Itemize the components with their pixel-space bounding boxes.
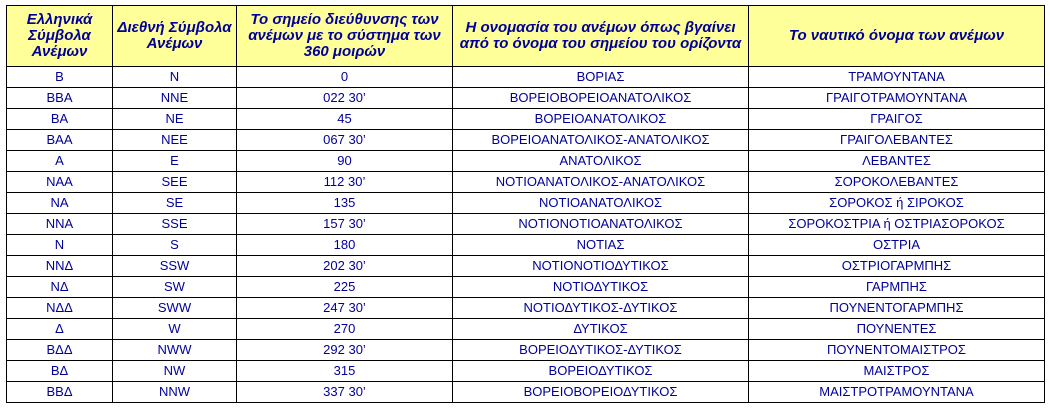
- international-symbol-cell: E: [113, 151, 237, 172]
- nautical-name-cell: ΣΟΡΟΚΟΣΤΡΙΑ ή ΟΣΤΡΙΑΣΟΡΟΚΟΣ: [749, 214, 1045, 235]
- horizon-name-cell: ΒΟΡΕΙΟΑΝΑΤΟΛΙΚΟΣ: [453, 109, 749, 130]
- greek-symbol-cell: Α: [7, 151, 113, 172]
- international-symbol-cell: N: [113, 67, 237, 88]
- table-row: [7, 235, 1045, 256]
- header-horizon-name: Η ονομασία του ανέμων όπως βγαίνει από το όνομα του σημείου του ορίζοντα: [453, 6, 749, 67]
- greek-symbol-cell: ΝΝΑ: [7, 214, 113, 235]
- horizon-name-cell: ΒΟΡΕΙΟΒΟΡΕΙΟΑΝΑΤΟΛΙΚΟΣ: [453, 88, 749, 109]
- header-greek-symbols: Ελληνικά Σύμβολα Ανέμων: [7, 6, 113, 67]
- table-row: [7, 67, 1045, 88]
- greek-symbol-cell: Δ: [7, 319, 113, 340]
- degrees-cell: 292 30’: [237, 340, 453, 361]
- greek-symbol-cell: ΒΑ: [7, 109, 113, 130]
- degrees-cell: 022 30’: [237, 88, 453, 109]
- nautical-name-cell: ΤΡΑΜΟΥΝΤΑΝΑ: [749, 67, 1045, 88]
- greek-symbol-cell: ΒΒΔ: [7, 382, 113, 403]
- winds-table-body: [7, 67, 1045, 403]
- degrees-cell: 202 30’: [237, 256, 453, 277]
- degrees-cell: 337 30’: [237, 382, 453, 403]
- nautical-name-cell: ΛΕΒΑΝΤΕΣ: [749, 151, 1045, 172]
- degrees-cell: 180: [237, 235, 453, 256]
- horizon-name-cell: ΒΟΡΕΙΟΒΟΡΕΙΟΔΥΤΙΚΟΣ: [453, 382, 749, 403]
- header-direction-degrees: Το σημείο διεύθυνσης των ανέμων με το σύστημα των 360 μοιρών: [237, 6, 453, 67]
- winds-table: [6, 5, 1045, 403]
- nautical-name-cell: ΓΡΑΙΓΟΣ: [749, 109, 1045, 130]
- winds-table-container: [6, 5, 1045, 403]
- horizon-name-cell: ΝΟΤΙΟΑΝΑΤΟΛΙΚΟΣ-ΑΝΑΤΟΛΙΚΟΣ: [453, 172, 749, 193]
- greek-symbol-cell: ΒΒΑ: [7, 88, 113, 109]
- nautical-name-cell: ΟΣΤΡΙΟΓΑΡΜΠΗΣ: [749, 256, 1045, 277]
- table-row: [7, 319, 1045, 340]
- table-row: [7, 382, 1045, 403]
- international-symbol-cell: SE: [113, 193, 237, 214]
- horizon-name-cell: ΝΟΤΙΟΔΥΤΙΚΟΣ-ΔΥΤΙΚΟΣ: [453, 298, 749, 319]
- nautical-name-cell: ΓΑΡΜΠΗΣ: [749, 277, 1045, 298]
- international-symbol-cell: SSE: [113, 214, 237, 235]
- greek-symbol-cell: ΝΑΑ: [7, 172, 113, 193]
- table-row: [7, 361, 1045, 382]
- degrees-cell: 067 30’: [237, 130, 453, 151]
- international-symbol-cell: NW: [113, 361, 237, 382]
- nautical-name-cell: ΟΣΤΡΙΑ: [749, 235, 1045, 256]
- table-row: [7, 340, 1045, 361]
- nautical-name-cell: ΜΑΙΣΤΡΟΤΡΑΜΟΥΝΤΑΝΑ: [749, 382, 1045, 403]
- degrees-cell: 270: [237, 319, 453, 340]
- international-symbol-cell: NNW: [113, 382, 237, 403]
- horizon-name-cell: ΒΟΡΕΙΟΑΝΑΤΟΛΙΚΟΣ-ΑΝΑΤΟΛΙΚΟΣ: [453, 130, 749, 151]
- international-symbol-cell: NE: [113, 109, 237, 130]
- nautical-name-cell: ΣΟΡΟΚΟΣ ή ΣΙΡΟΚΟΣ: [749, 193, 1045, 214]
- header-row: [7, 6, 1045, 67]
- international-symbol-cell: SW: [113, 277, 237, 298]
- nautical-name-cell: ΠΟΥΝΕΝΤΕΣ: [749, 319, 1045, 340]
- international-symbol-cell: S: [113, 235, 237, 256]
- table-row: [7, 151, 1045, 172]
- horizon-name-cell: ΒΟΡΙΑΣ: [453, 67, 749, 88]
- horizon-name-cell: ΒΟΡΕΙΟΔΥΤΙΚΟΣ-ΔΥΤΙΚΟΣ: [453, 340, 749, 361]
- international-symbol-cell: NNE: [113, 88, 237, 109]
- degrees-cell: 112 30’: [237, 172, 453, 193]
- table-row: [7, 193, 1045, 214]
- degrees-cell: 135: [237, 193, 453, 214]
- greek-symbol-cell: ΒΔ: [7, 361, 113, 382]
- horizon-name-cell: ΝΟΤΙΟΔΥΤΙΚΟΣ: [453, 277, 749, 298]
- greek-symbol-cell: ΝΔ: [7, 277, 113, 298]
- degrees-cell: 225: [237, 277, 453, 298]
- horizon-name-cell: ΔΥΤΙΚΟΣ: [453, 319, 749, 340]
- nautical-name-cell: ΓΡΑΙΓΟΤΡΑΜΟΥΝΤΑΝΑ: [749, 88, 1045, 109]
- international-symbol-cell: SWW: [113, 298, 237, 319]
- degrees-cell: 315: [237, 361, 453, 382]
- nautical-name-cell: ΠΟΥΝΕΝΤΟΜΑΙΣΤΡΟΣ: [749, 340, 1045, 361]
- table-row: [7, 88, 1045, 109]
- table-row: [7, 298, 1045, 319]
- greek-symbol-cell: ΝΑ: [7, 193, 113, 214]
- horizon-name-cell: ΑΝΑΤΟΛΙΚΟΣ: [453, 151, 749, 172]
- greek-symbol-cell: ΒΔΔ: [7, 340, 113, 361]
- table-row: [7, 277, 1045, 298]
- nautical-name-cell: ΜΑΙΣΤΡΟΣ: [749, 361, 1045, 382]
- header-international-symbols: Διεθνή Σύμβολα Ανέμων: [113, 6, 237, 67]
- greek-symbol-cell: Β: [7, 67, 113, 88]
- international-symbol-cell: SSW: [113, 256, 237, 277]
- table-row: [7, 256, 1045, 277]
- horizon-name-cell: ΝΟΤΙΟΝΟΤΙΟΔΥΤΙΚΟΣ: [453, 256, 749, 277]
- header-nautical-name: Το ναυτικό όνομα των ανέμων: [749, 6, 1045, 67]
- greek-symbol-cell: ΝΝΔ: [7, 256, 113, 277]
- table-row: [7, 109, 1045, 130]
- greek-symbol-cell: ΒΑΑ: [7, 130, 113, 151]
- nautical-name-cell: ΣΟΡΟΚΟΛΕΒΑΝΤΕΣ: [749, 172, 1045, 193]
- greek-symbol-cell: ΝΔΔ: [7, 298, 113, 319]
- table-row: [7, 214, 1045, 235]
- degrees-cell: 45: [237, 109, 453, 130]
- degrees-cell: 0: [237, 67, 453, 88]
- degrees-cell: 157 30’: [237, 214, 453, 235]
- degrees-cell: 247 30’: [237, 298, 453, 319]
- nautical-name-cell: ΓΡΑΙΓΟΛΕΒΑΝΤΕΣ: [749, 130, 1045, 151]
- degrees-cell: 90: [237, 151, 453, 172]
- horizon-name-cell: ΒΟΡΕΙΟΔΥΤΙΚΟΣ: [453, 361, 749, 382]
- horizon-name-cell: ΝΟΤΙΟΝΟΤΙΟΑΝΑΤΟΛΙΚΟΣ: [453, 214, 749, 235]
- international-symbol-cell: W: [113, 319, 237, 340]
- horizon-name-cell: ΝΟΤΙΟΑΝΑΤΟΛΙΚΟΣ: [453, 193, 749, 214]
- table-row: [7, 130, 1045, 151]
- greek-symbol-cell: Ν: [7, 235, 113, 256]
- nautical-name-cell: ΠΟΥΝΕΝΤΟΓΑΡΜΠΗΣ: [749, 298, 1045, 319]
- horizon-name-cell: ΝΟΤΙΑΣ: [453, 235, 749, 256]
- table-row: [7, 172, 1045, 193]
- international-symbol-cell: NEE: [113, 130, 237, 151]
- international-symbol-cell: SEE: [113, 172, 237, 193]
- international-symbol-cell: NWW: [113, 340, 237, 361]
